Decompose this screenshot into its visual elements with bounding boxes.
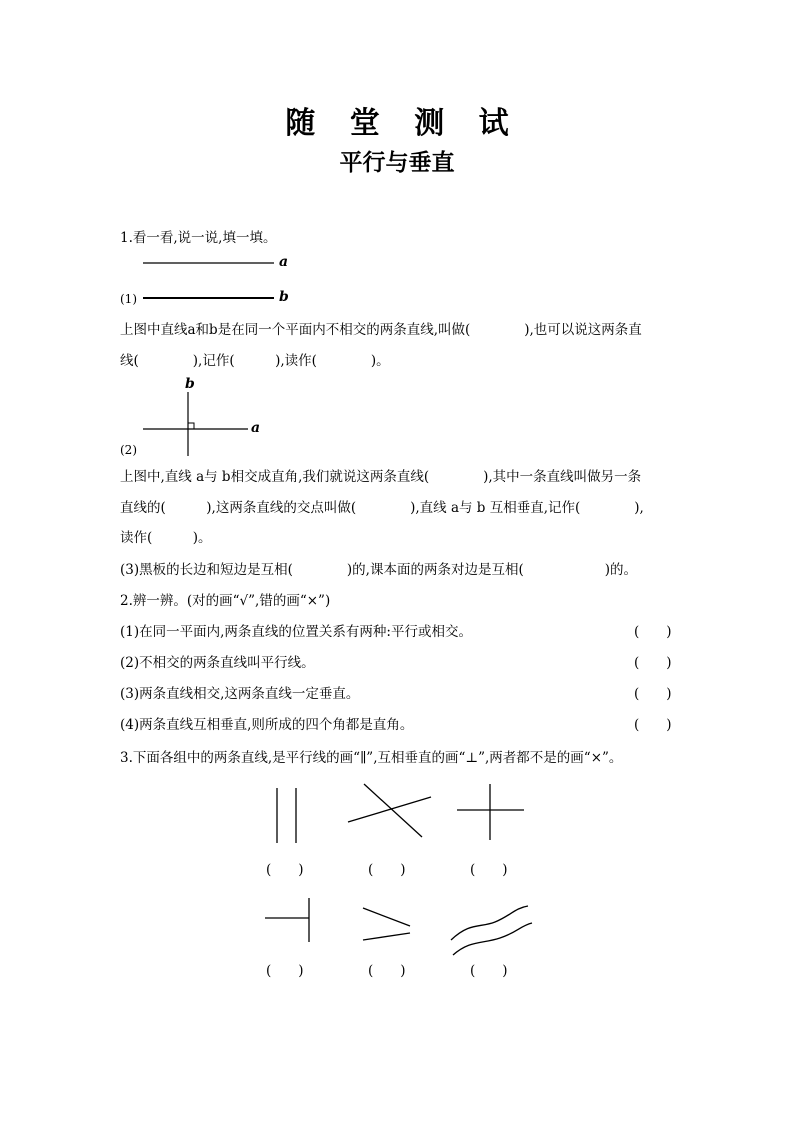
q2-item: (2)不相交的两条直线叫平行线。 (120, 655, 315, 671)
q1-heading: 1.看一看,说一说,填一填。 (120, 230, 277, 246)
answer-bracket[interactable]: ( ) (634, 655, 672, 671)
answer-bracket[interactable]: ( ) (634, 624, 672, 640)
q3-heading: 3.下面各组中的两条直线,是平行线的画“∥”,互相垂直的画“⊥”,两者都不是的画“×”。 (120, 750, 623, 766)
answer-bracket[interactable]: ( ) (368, 862, 406, 878)
answer-bracket[interactable]: ( ) (266, 963, 304, 979)
line-a-label: a (279, 254, 289, 270)
answer-bracket[interactable]: ( ) (368, 963, 406, 979)
answer-bracket[interactable]: ( ) (634, 717, 672, 733)
q1-paragraph: 上图中,直线 a与 b相交成直角,我们就说这两条直线( ),其中一条直线叫做另一条 (120, 469, 642, 485)
line-b-label: b (279, 289, 289, 305)
q1-paragraph: 线( ),记作( ),读作( )。 (120, 353, 390, 369)
q1-paragraph: (3)黑板的长边和短边是互相( )的,课本面的两条对边是互相( )的。 (120, 562, 637, 578)
q1-paragraph: 上图中直线a和b是在同一个平面内不相交的两条直线,叫做( ),也可以说这两条直 (120, 322, 642, 338)
figure-number: (1) (120, 292, 137, 306)
answer-bracket[interactable]: ( ) (470, 963, 508, 979)
page-subtitle: 平行与垂直 (339, 149, 455, 176)
figure-number: (2) (120, 443, 137, 457)
line-a-label: a (251, 420, 261, 436)
q1-paragraph: 读作( )。 (120, 530, 212, 546)
line-b-label: b (185, 376, 195, 392)
q2-item: (1)在同一平面内,两条直线的位置关系有两种:平行或相交。 (120, 624, 472, 640)
q2-heading: 2.辨一辨。(对的画“√”,错的画“×”) (120, 593, 331, 609)
page-title: 随 堂 测 试 (285, 106, 521, 141)
answer-bracket[interactable]: ( ) (634, 686, 672, 702)
answer-bracket[interactable]: ( ) (266, 862, 304, 878)
q1-paragraph: 直线的( ),这两条直线的交点叫做( ),直线 a与 b 互相垂直,记作( ), (120, 500, 644, 516)
q2-item: (3)两条直线相交,这两条直线一定垂直。 (120, 686, 360, 702)
answer-bracket[interactable]: ( ) (470, 862, 508, 878)
q2-item: (4)两条直线互相垂直,则所成的四个角都是直角。 (120, 717, 414, 733)
